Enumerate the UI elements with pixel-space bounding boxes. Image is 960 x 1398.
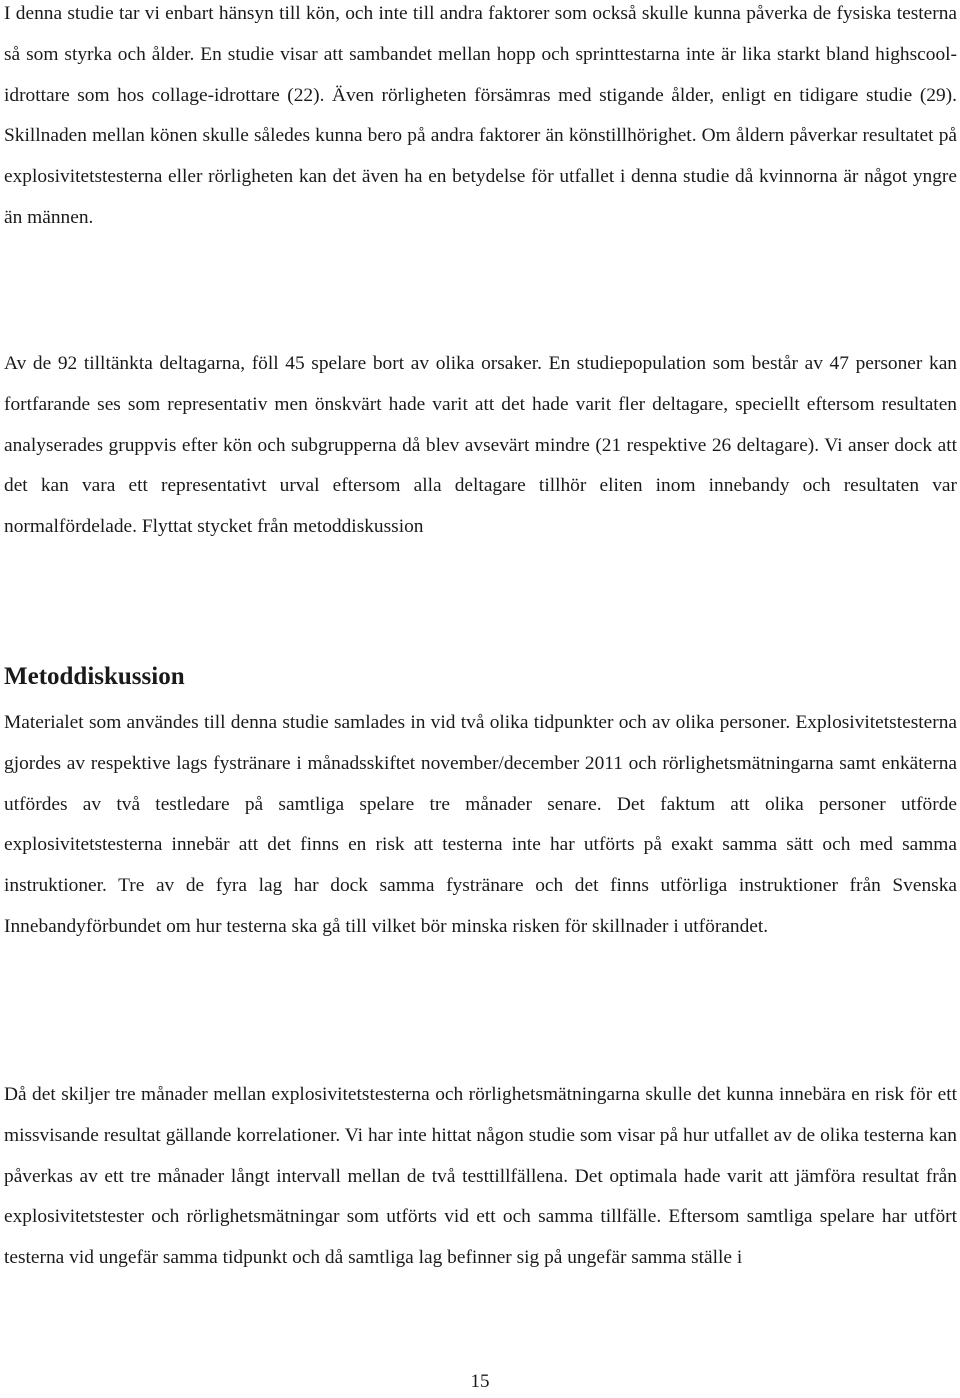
paragraph-block-2 [4, 344, 957, 548]
paragraph-block-3 [4, 703, 957, 948]
page-number: 15 [470, 1371, 490, 1392]
body-paragraph-3: Materialet som användes till denna studie samlades in vid två olika tidpunkter och av olika personer. Explosivitetstesterna gjordes av respektive lags fystränare i månadsskiftet november/december 2011 och rörlighetsmätningarna samt enkäterna utfördes av två testledare på samtliga spelare tre månader senare. Det faktum att olika personer utförde explosivitetstesterna innebär att det finns en risk att testerna inte har utförts på exakt samma sätt och med samma instruktioner. Tre av de fyra lag har dock samma fystränare och det finns utförliga instruktioner från Svenska Innebandyförbundet om hur testerna ska gå till vilket bör minska risken för skillnader i utförandet. [4, 712, 957, 937]
paragraph-block-4 [4, 1075, 957, 1279]
body-paragraph-4: Då det skiljer tre månader mellan explosivitetstesterna och rörlighetsmätningarna skulle det kunna innebära en risk för ett missvisande resultat gällande korrelationer. Vi har inte hittat någon studie som visar på hur utfallet av de olika testerna kan påverkas av ett tre månader långt intervall mellan de två testtillfällena. Det optimala hade varit att jämföra resultat från explosivitetstester och rörlighetsmätningar som utförts vid ett och samma tillfälle. Eftersom samtliga spelare har utfört testerna vid ungefär samma tidpunkt och då samtliga lag befinner sig på ungefär samma ställe i [4, 1084, 957, 1269]
paragraph-block-1 [4, 0, 957, 239]
body-paragraph-1: I denna studie tar vi enbart hänsyn till kön, och inte till andra faktorer som också skulle kunna påverka de fysiska testerna så som styrka och ålder. En studie visar att sambandet mellan hopp och sprinttestarna inte är lika starkt bland highscool-idrottare som hos collage-idrottare (22). Även rörligheten försämras med stigande ålder, enligt en tidigare studie (29). Skillnaden mellan könen skulle således kunna bero på andra faktorer än könstillhörighet. Om åldern påverkar resultatet på explosivitetstesterna eller rörligheten kan det även ha en betydelse för utfallet i denna studie då kvinnorna är något yngre än männen. [4, 3, 957, 228]
section-heading: Metoddiskussion [4, 663, 185, 690]
body-paragraph-2: Av de 92 tilltänkta deltagarna, föll 45 spelare bort av olika orsaker. En studiepopulation som består av 47 personer kan fortfarande ses som representativ men önskvärt hade varit att det hade varit fler deltagare, speciellt eftersom resultaten analyserades gruppvis efter kön och subgrupperna då blev avsevärt mindre (21 respektive 26 deltagare). Vi anser dock att det kan vara ett representativt urval eftersom alla deltagare tillhör eliten inom innebandy och resultaten var normalfördelade. Flyttat stycket från metoddiskussion [4, 353, 957, 538]
